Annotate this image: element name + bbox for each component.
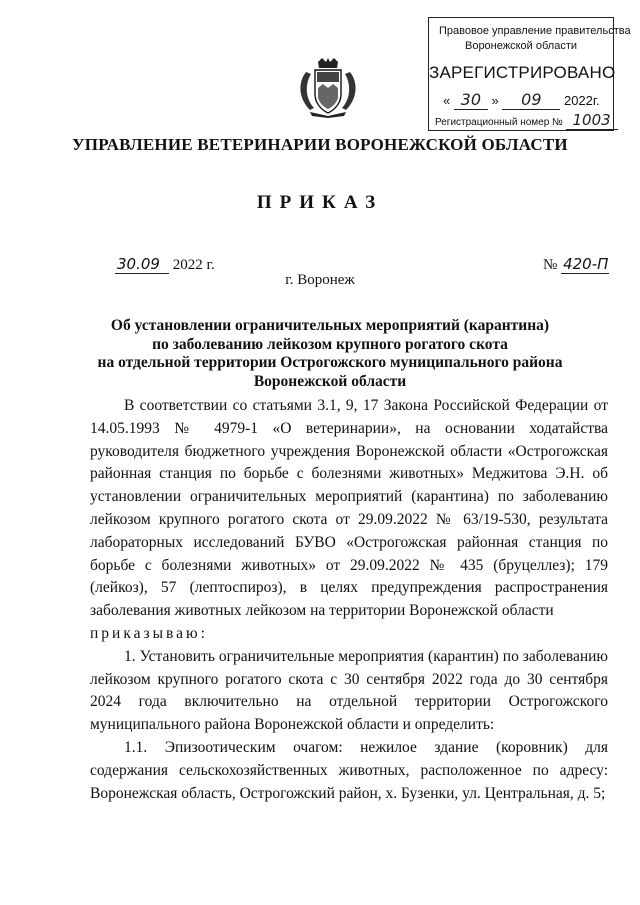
stamp-date-row bbox=[443, 90, 613, 110]
date-suffix: 2022 г. bbox=[172, 257, 215, 273]
organization-name: УПРАВЛЕНИЕ ВЕТЕРИНАРИИ ВОРОНЕЖСКОЙ ОБЛАСТИ bbox=[72, 135, 568, 154]
stamp-close-quote: » bbox=[491, 93, 499, 108]
date-handwritten: 30.09 bbox=[115, 255, 169, 274]
coat-of-arms-icon bbox=[296, 58, 360, 118]
item-1: 1. Установить ограничительные мероприятия (карантин) по заболеванию лейкозом крупного рогатого скота с 30 сентября 2022 года до 30 сентября 2024 года включительно на отдельной территории Острогожского муниципального района Воронежской области и определить: bbox=[90, 647, 608, 734]
title-line-3: на отдельной территории Острогожского муниципального района bbox=[97, 354, 563, 371]
stamp-reg-label: Регистрационный номер № bbox=[435, 117, 563, 128]
stamp-registered: ЗАРЕГИСТРИРОВАНО bbox=[429, 63, 616, 82]
number-prefix: № bbox=[543, 257, 558, 273]
stamp-month: 09 bbox=[502, 90, 560, 110]
registration-stamp bbox=[428, 17, 631, 131]
preamble-paragraph: В соответствии со статьями 3.1, 9, 17 Закона Российской Федерации от 14.05.1993 № 4979-1 «О ветеринарии», на основании ходатайства руководителя бюджетного учреждения Воронежской области «Острогожская районная станция по борьбе с болезнями животных» Меджитова Э.Н. об установлении ограничительных мероприятий (карантина) по заболеванию лейкозом крупного рогатого скота от 29.09.2022 № 63/19-530, результата лабораторных исследований БУВО «Острогожская районная станция по борьбе с болезнями животных» от 29.09.2022 № 435 (бруцеллез); 179 (лейкоз), 57 (лептоспироз), в целях предупреждения распространения заболевания животных лейкозом на территории Воронежской области bbox=[90, 397, 608, 620]
stamp-line2: Воронежской области bbox=[464, 40, 577, 52]
item-1-1: 1.1. Эпизоотическим очагом: нежилое здание (коровник) для содержания сельскохозяйственных животных, расположенное по адресу: Воронежская область, Острогожский район, х. Бузенки, ул. Центральная, д. 5; bbox=[90, 738, 608, 802]
document-body bbox=[90, 395, 608, 805]
number-handwritten: 420-П bbox=[563, 255, 609, 273]
stamp-reg-number: 1003 bbox=[566, 111, 618, 130]
stamp-reg-row bbox=[435, 111, 613, 130]
title-line-4: Воронежской области bbox=[253, 372, 407, 390]
title-line-2: по заболеванию лейкозом крупного рогатого скота bbox=[152, 335, 508, 353]
stamp-day: 30 bbox=[454, 90, 488, 110]
stamp-open-quote: « bbox=[443, 93, 451, 108]
document-title bbox=[60, 317, 600, 391]
stamp-year: 2022г. bbox=[563, 93, 600, 108]
order-word: приказываю: bbox=[90, 624, 208, 642]
document-type: ПРИКАЗ bbox=[256, 192, 384, 213]
city: г. Воронеж bbox=[285, 272, 355, 288]
stamp-line1: Правовое управление правительства bbox=[439, 25, 631, 37]
title-line-1: Об установлении ограничительных мероприятий (карантина) bbox=[110, 317, 550, 334]
